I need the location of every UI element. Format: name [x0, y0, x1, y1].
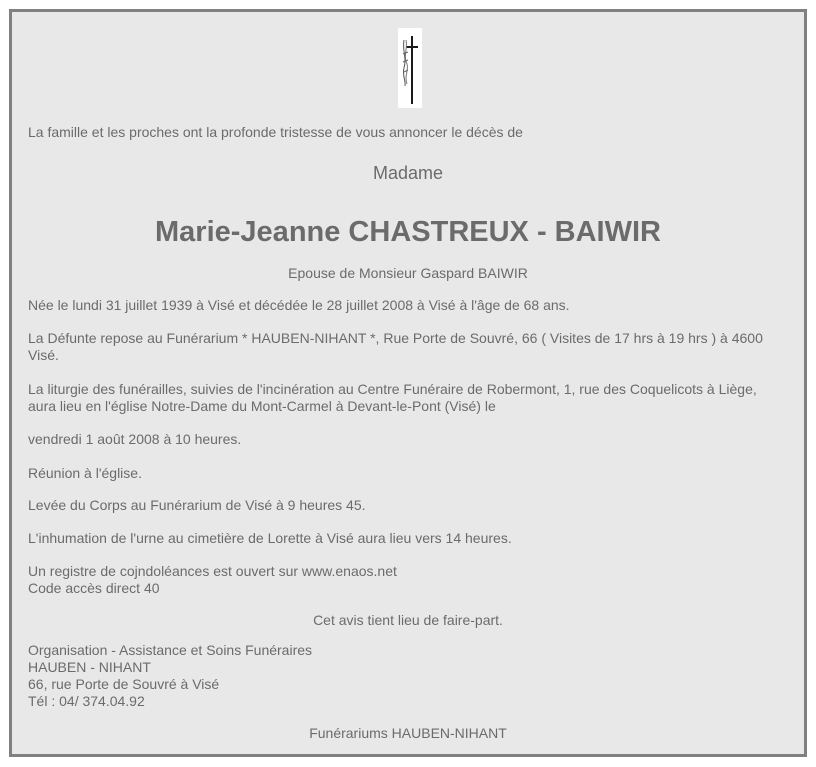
levee-text: Levée du Corps au Funérarium de Visé à 9 heures 45.: [28, 497, 366, 513]
organisation-line-1: Organisation - Assistance et Soins Funéraires: [28, 642, 313, 658]
organisation-phone: Tél : 04/ 374.04.92: [28, 693, 145, 709]
faire-part-text: Cet avis tient lieu de faire-part.: [313, 612, 503, 628]
repose-line-1: La Défunte repose au Funérarium * HAUBEN-NIHANT *, Rue Porte de Souvré, 66 ( Visites de 17 hrs à 19 hrs ) à 4600: [28, 330, 763, 346]
birth-death-text: Née le lundi 31 juillet 1939 à Visé et décédée le 28 juillet 2008 à Visé à l'âge de 68 ans.: [28, 297, 570, 313]
cross-icon: [398, 28, 422, 108]
footer-text: Funérariums HAUBEN-NIHANT: [309, 725, 507, 741]
organisation-line-3: 66, rue Porte de Souvré à Visé: [28, 676, 220, 692]
register-line-2: Code accès direct 40: [28, 580, 160, 596]
ceremony-date: vendredi 1 août 2008 à 10 heures.: [28, 431, 242, 447]
register-line-1: Un registre de cojndoléances est ouvert sur www.enaos.net: [28, 563, 397, 579]
liturgy-line-2: aura lieu en l'église Notre-Dame du Mont-Carmel à Devant-le-Pont (Visé) le: [28, 398, 496, 414]
obituary-card: [9, 9, 807, 757]
reunion-text: Réunion à l'église.: [28, 465, 142, 481]
repose-line-2: Visé.: [28, 347, 59, 363]
deceased-name: Marie-Jeanne CHASTREUX - BAIWIR: [155, 216, 661, 248]
intro-text: La famille et les proches ont la profonde tristesse de vous annoncer le décès de: [28, 124, 523, 140]
inhumation-text: L'inhumation de l'urne au cimetière de Lorette à Visé aura lieu vers 14 heures.: [28, 530, 512, 546]
organisation-line-2: HAUBEN - NIHANT: [28, 659, 151, 675]
title-text: Madame: [372, 163, 444, 183]
spouse-text: Epouse de Monsieur Gaspard BAIWIR: [288, 265, 528, 281]
liturgy-line-1: La liturgie des funérailles, suivies de l'incinération au Centre Funéraire de Robermont, 1, rue des Coquelicots à Liège,: [28, 381, 757, 397]
